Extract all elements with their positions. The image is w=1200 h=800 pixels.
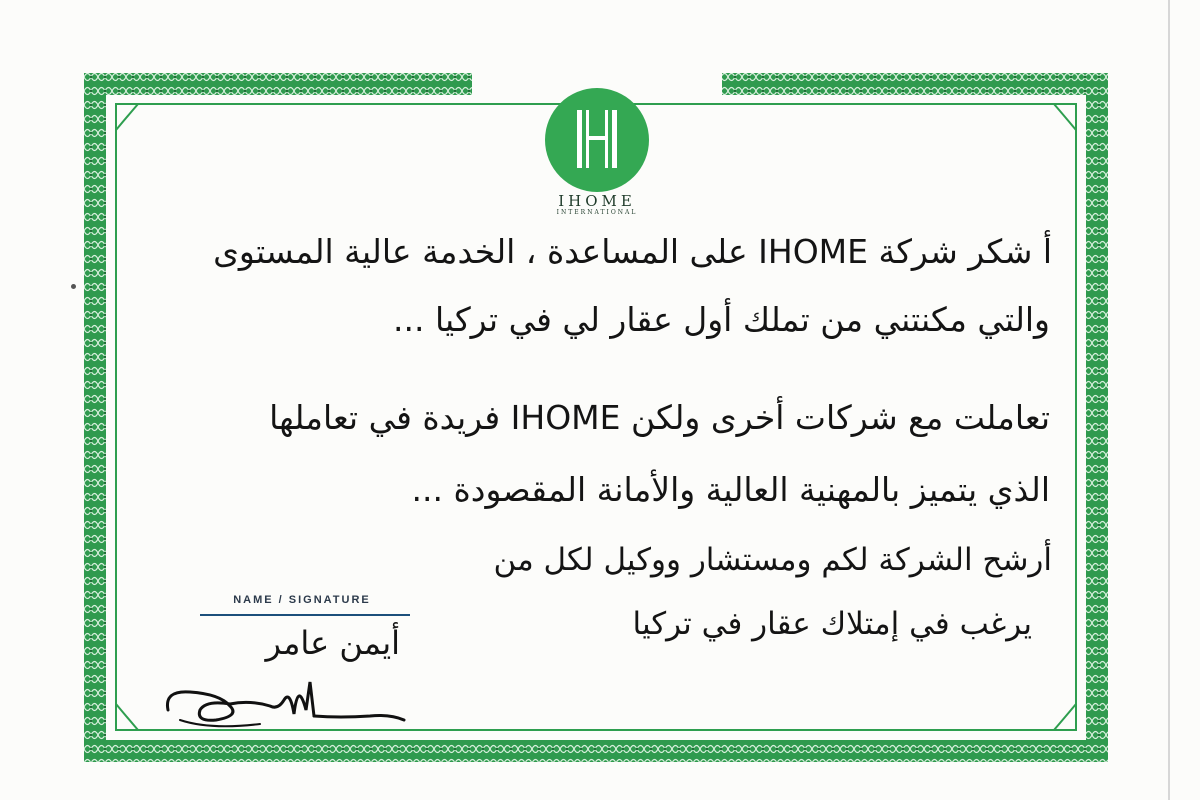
logo-h-mark-icon <box>545 88 649 192</box>
logo-name: IHOME <box>558 192 636 210</box>
signer-name: أيمن عامر <box>265 624 400 662</box>
letter-line-6: يرغب في إمتلاك عقار في تركيا <box>632 606 1032 642</box>
letter-line-2: والتي مكنتني من تملك أول عقار لي في تركيا ... <box>393 300 1050 339</box>
letter-line-1: أ شكر شركة IHOME على المساعدة ، الخدمة عالية المستوى <box>213 232 1052 271</box>
logo-subtitle: INTERNATIONAL <box>556 209 638 216</box>
letter-line-3: تعاملت مع شركات أخرى ولكن IHOME فريدة في تعاملها <box>269 398 1050 437</box>
ihome-logo <box>540 88 652 216</box>
letter-line-4: الذي يتميز بالمهنية العالية والأمانة المقصودة ... <box>411 470 1050 509</box>
handwritten-signature-icon <box>160 670 420 740</box>
signature-label: NAME / SIGNATURE <box>233 594 371 606</box>
letter-line-5: أرشح الشركة لكم ومستشار ووكيل لكل من <box>493 542 1052 578</box>
signature-rule <box>200 614 410 616</box>
